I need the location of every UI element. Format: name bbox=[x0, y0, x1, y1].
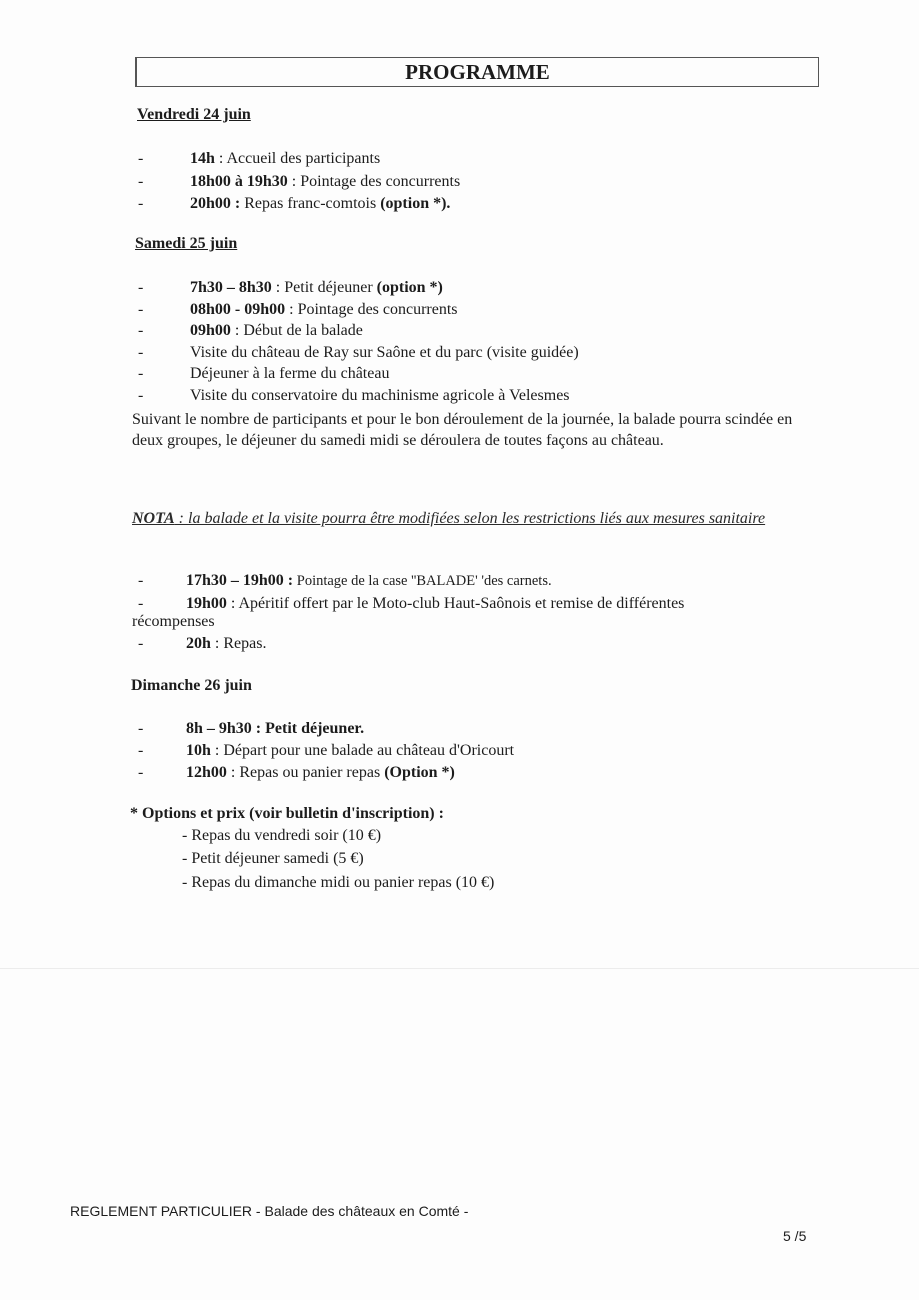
page-title: PROGRAMME bbox=[135, 57, 819, 87]
list-item: Déjeuner à la ferme du château bbox=[190, 365, 390, 382]
options-heading: * Options et prix (voir bulletin d'inscription) : bbox=[130, 805, 444, 822]
list-item: Visite du conservatoire du machinisme agricole à Velesmes bbox=[190, 387, 570, 404]
list-item: 09h00 : Début de la balade bbox=[190, 322, 363, 339]
list-item: 08h00 - 09h00 : Pointage des concurrents bbox=[190, 301, 458, 318]
page-number: 5 /5 bbox=[783, 1228, 807, 1244]
option-item: - Repas du vendredi soir (10 €) bbox=[182, 827, 382, 844]
list-item: 18h00 à 19h30 : Pointage des concurrents bbox=[190, 173, 461, 190]
list-item: 10h : Départ pour une balade au château d'Oricourt bbox=[186, 742, 515, 759]
option-item: - Repas du dimanche midi ou panier repas (10 €) bbox=[182, 874, 495, 891]
list-item-continuation: récompenses bbox=[132, 613, 215, 630]
list-item: 20h00 : Repas franc-comtois (option *). bbox=[190, 195, 451, 212]
list-item: 7h30 – 8h30 : Petit déjeuner (option *) bbox=[190, 279, 443, 296]
saturday-paragraph: Suivant le nombre de participants et pour le bon déroulement de la journée, la balade pourra scindée en deux groupes, le déjeuner du samedi midi se déroulera de toutes façons au château. bbox=[132, 411, 793, 449]
option-item: - Petit déjeuner samedi (5 €) bbox=[182, 850, 364, 867]
footer-text: REGLEMENT PARTICULIER - Balade des châteaux en Comté - bbox=[70, 1203, 469, 1219]
list-item: Visite du château de Ray sur Saône et du parc (visite guidée) bbox=[190, 344, 579, 361]
list-item: 8h – 9h30 : Petit déjeuner. bbox=[186, 720, 365, 737]
list-item: 17h30 – 19h00 : Pointage de la case ''BALADE' 'des carnets. bbox=[186, 572, 552, 589]
list-item: 19h00 : Apéritif offert par le Moto-club Haut-Saônois et remise de différentes bbox=[186, 595, 685, 612]
list-item: 20h : Repas. bbox=[186, 635, 267, 652]
nota-text: : la balade et la visite pourra être modifiées selon les restrictions liés aux mesures sanitaire bbox=[174, 510, 766, 527]
nota-note bbox=[132, 508, 812, 529]
scan-divider bbox=[0, 968, 919, 969]
list-item: 12h00 : Repas ou panier repas (Option *) bbox=[186, 764, 455, 781]
friday-heading: Vendredi 24 juin bbox=[137, 106, 251, 123]
sunday-heading: Dimanche 26 juin bbox=[131, 677, 252, 694]
nota-label: NOTA bbox=[132, 510, 175, 527]
saturday-heading: Samedi 25 juin bbox=[135, 235, 238, 252]
list-item: 14h : Accueil des participants bbox=[190, 150, 381, 167]
